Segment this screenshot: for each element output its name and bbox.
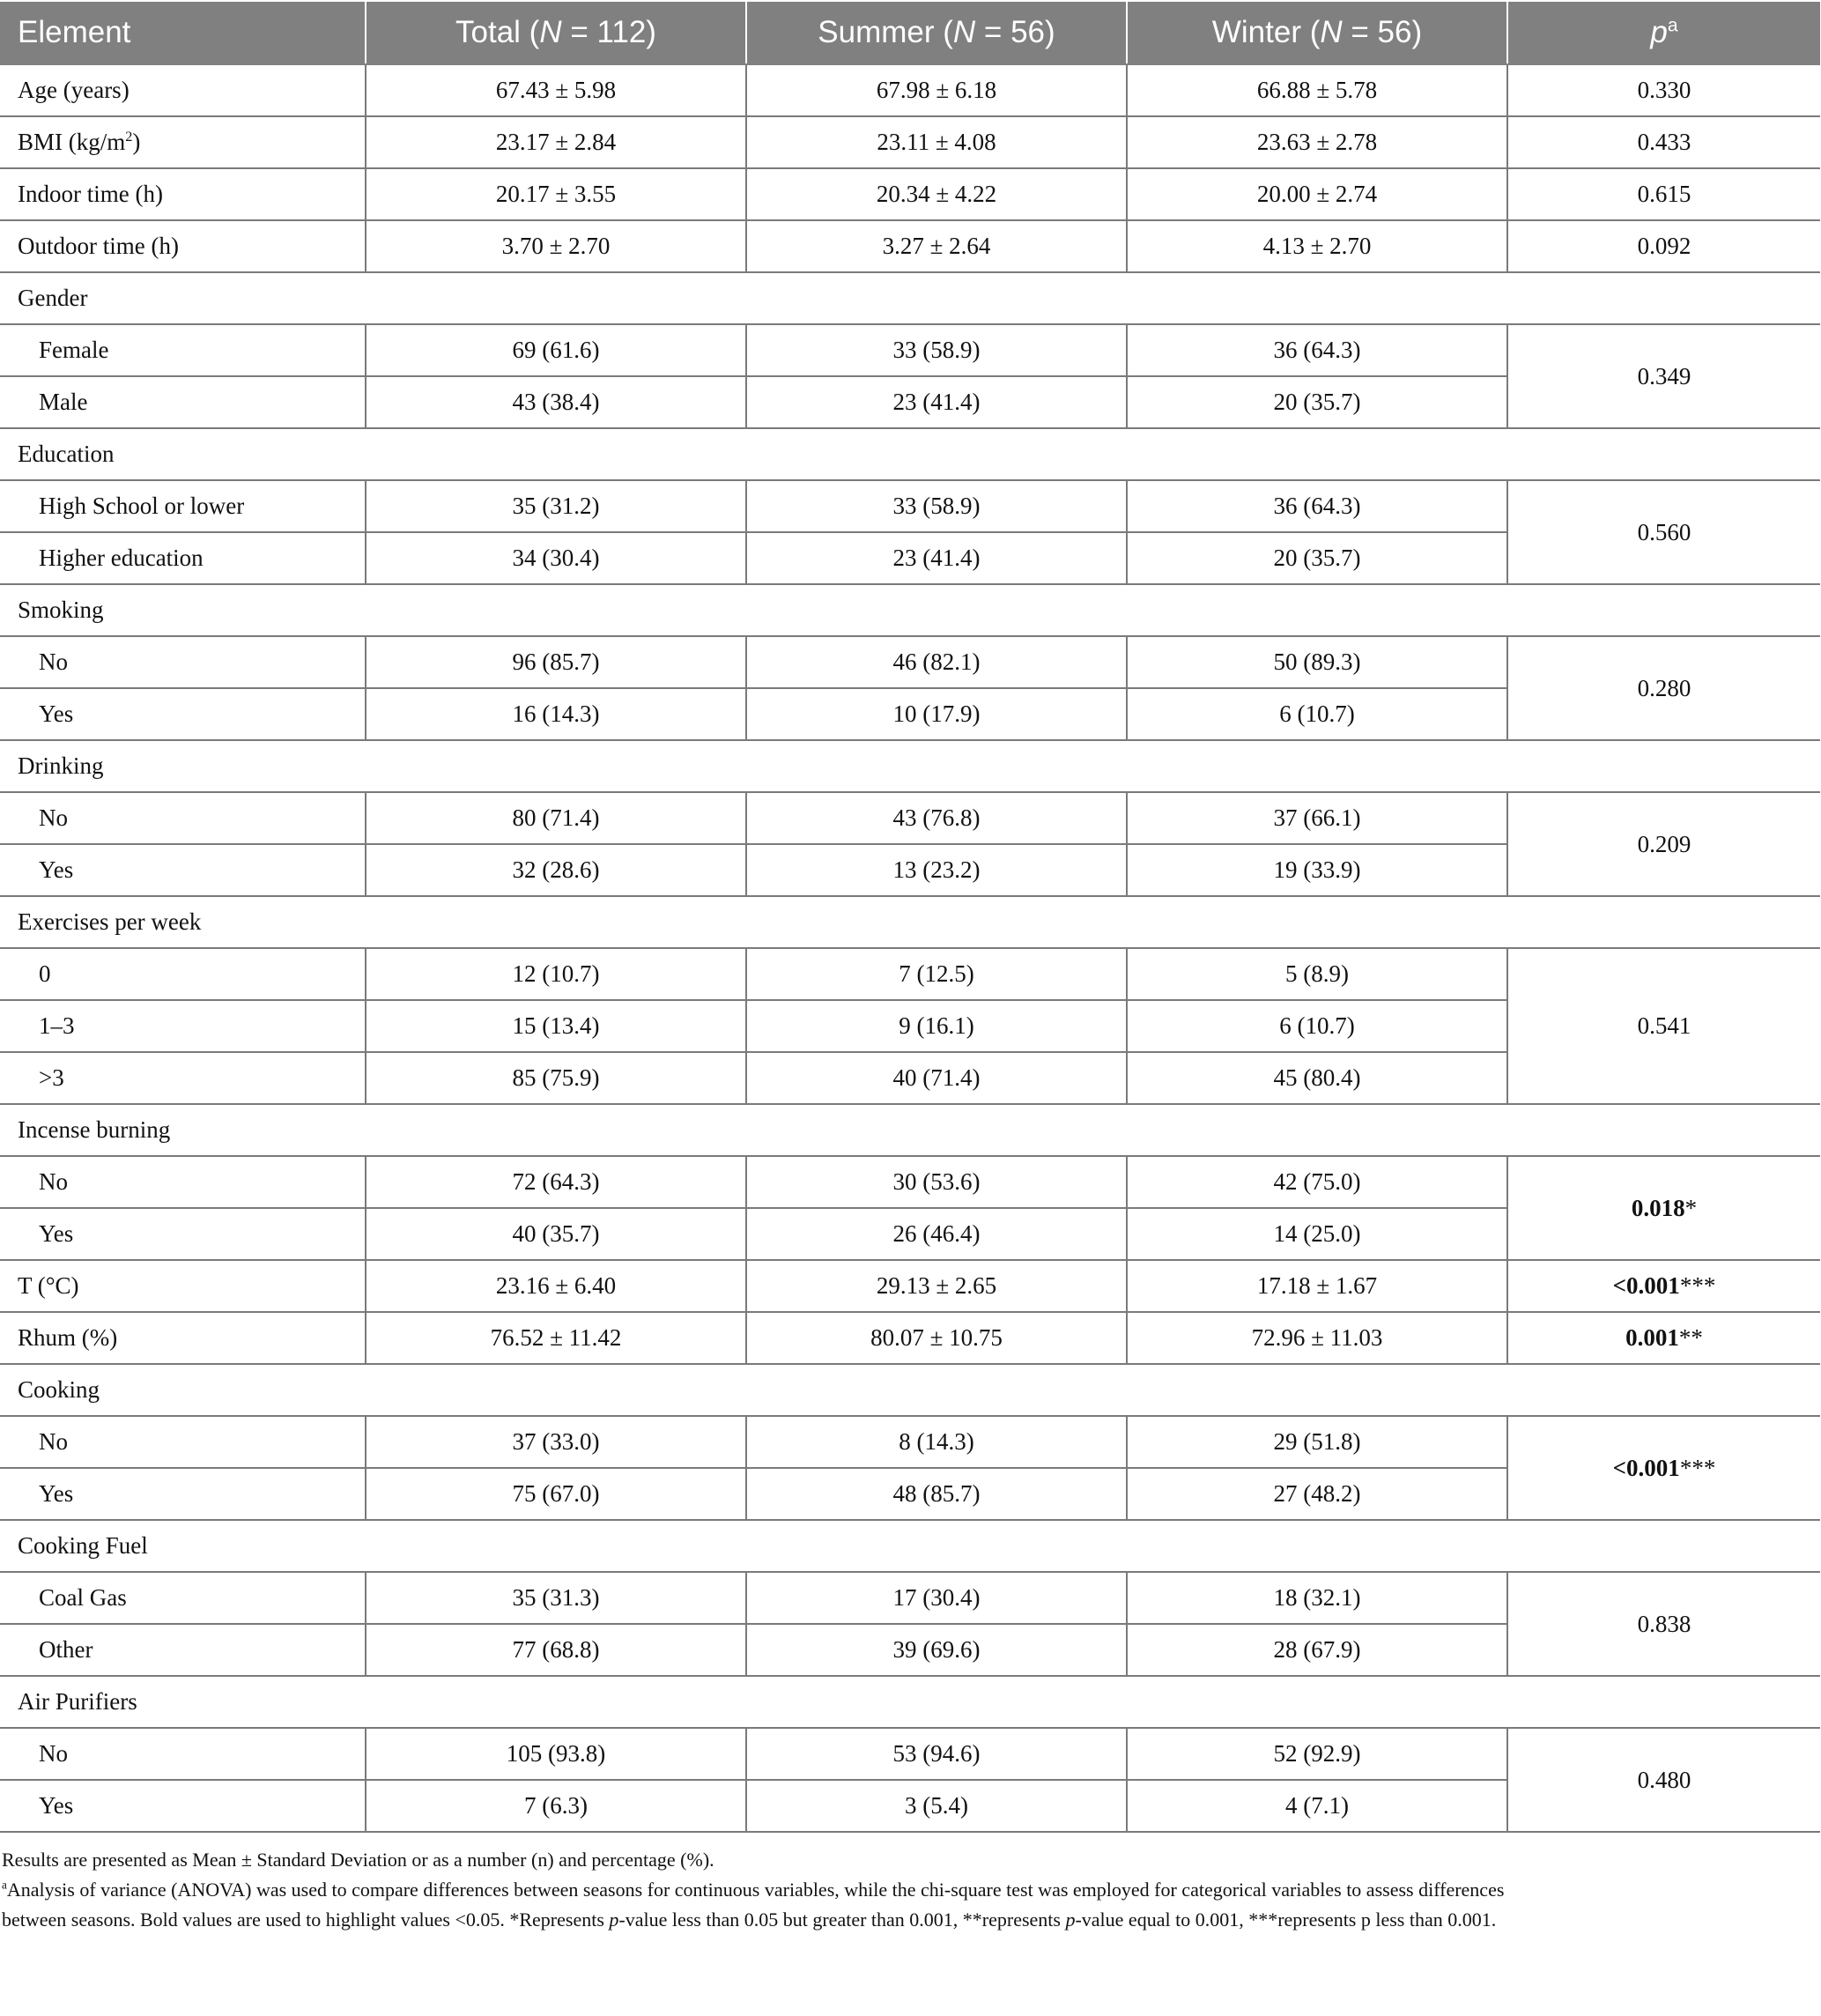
winter-cell: 72.96 ± 11.03: [1127, 1312, 1507, 1364]
p-value-cell: 0.330: [1507, 64, 1820, 116]
summer-cell: 80.07 ± 10.75: [746, 1312, 1127, 1364]
summer-cell: 33 (58.9): [746, 324, 1127, 376]
winter-cell: 23.63 ± 2.78: [1127, 116, 1507, 168]
table-row: [0, 1260, 1820, 1312]
row-label: No: [0, 1156, 366, 1208]
winter-cell: 6 (10.7): [1127, 688, 1507, 740]
p-value-cell: 0.280: [1507, 636, 1820, 740]
summer-cell: 23 (41.4): [746, 532, 1127, 584]
row-label: 0: [0, 948, 366, 1000]
group-row: [0, 1676, 1820, 1728]
summer-cell: 46 (82.1): [746, 636, 1127, 688]
summer-cell: 29.13 ± 2.65: [746, 1260, 1127, 1312]
p-value-cell: <0.001***: [1507, 1416, 1820, 1520]
winter-cell: 66.88 ± 5.78: [1127, 64, 1507, 116]
summer-cell: 7 (12.5): [746, 948, 1127, 1000]
winter-cell: 37 (66.1): [1127, 792, 1507, 844]
row-label: Age (years): [0, 64, 366, 116]
row-label: Female: [0, 324, 366, 376]
group-label: Gender: [0, 272, 1820, 324]
category-row: [0, 1572, 1820, 1624]
table-body: [0, 64, 1820, 1832]
total-cell: 35 (31.3): [366, 1572, 746, 1624]
group-label: Air Purifiers: [0, 1676, 1820, 1728]
header-row: [0, 1, 1820, 64]
row-label: Coal Gas: [0, 1572, 366, 1624]
group-row: [0, 1104, 1820, 1156]
winter-cell: 14 (25.0): [1127, 1208, 1507, 1260]
p-value-cell: 0.001**: [1507, 1312, 1820, 1364]
summer-cell: 10 (17.9): [746, 688, 1127, 740]
total-cell: 76.52 ± 11.42: [366, 1312, 746, 1364]
group-row: [0, 584, 1820, 636]
winter-cell: 5 (8.9): [1127, 948, 1507, 1000]
row-label: Male: [0, 376, 366, 428]
group-row: [0, 428, 1820, 480]
group-label: Cooking: [0, 1364, 1820, 1416]
total-cell: 67.43 ± 5.98: [366, 64, 746, 116]
table-header: [0, 1, 1820, 64]
row-label: T (°C): [0, 1260, 366, 1312]
summer-cell: 3 (5.4): [746, 1780, 1127, 1832]
total-cell: 20.17 ± 3.55: [366, 168, 746, 220]
row-label: Yes: [0, 844, 366, 896]
summer-cell: 53 (94.6): [746, 1728, 1127, 1780]
summer-cell: 23.11 ± 4.08: [746, 116, 1127, 168]
table-row: [0, 64, 1820, 116]
row-label: Indoor time (h): [0, 168, 366, 220]
winter-cell: 28 (67.9): [1127, 1624, 1507, 1676]
p-value-cell: 0.209: [1507, 792, 1820, 896]
summer-cell: 9 (16.1): [746, 1000, 1127, 1052]
winter-cell: 4 (7.1): [1127, 1780, 1507, 1832]
p-value-cell: 0.541: [1507, 948, 1820, 1104]
category-row: [0, 636, 1820, 688]
row-label: Other: [0, 1624, 366, 1676]
table-row: [0, 1312, 1820, 1364]
winter-cell: 27 (48.2): [1127, 1468, 1507, 1520]
category-row: [0, 1156, 1820, 1208]
footnote-results: Results are presented as Mean ± Standard Deviation or as a number (n) and percentage (%).: [2, 1849, 714, 1871]
p-value-cell: 0.615: [1507, 168, 1820, 220]
winter-cell: 19 (33.9): [1127, 844, 1507, 896]
row-label: Higher education: [0, 532, 366, 584]
footnote-analysis: $^a$Analysis of variance (ANOVA) was used to compare differences between seasons for continuous variables, while the chi-square test was employed for categorical variables to assess differences: [2, 1878, 1505, 1901]
row-label: >3: [0, 1052, 366, 1104]
group-row: [0, 896, 1820, 948]
row-label: Rhum (%): [0, 1312, 366, 1364]
category-row: [0, 1728, 1820, 1780]
total-cell: 34 (30.4): [366, 532, 746, 584]
total-cell: 7 (6.3): [366, 1780, 746, 1832]
winter-cell: 20 (35.7): [1127, 532, 1507, 584]
summer-cell: 20.34 ± 4.22: [746, 168, 1127, 220]
summer-cell: 33 (58.9): [746, 480, 1127, 532]
winter-cell: 42 (75.0): [1127, 1156, 1507, 1208]
header-summer: Summer (N = 56): [746, 1, 1127, 64]
row-label: Yes: [0, 1780, 366, 1832]
summer-cell: 67.98 ± 6.18: [746, 64, 1127, 116]
summer-cell: 39 (69.6): [746, 1624, 1127, 1676]
total-cell: 23.16 ± 6.40: [366, 1260, 746, 1312]
summer-cell: 26 (46.4): [746, 1208, 1127, 1260]
summer-cell: 8 (14.3): [746, 1416, 1127, 1468]
category-row: [0, 792, 1820, 844]
total-cell: 15 (13.4): [366, 1000, 746, 1052]
total-cell: 35 (31.2): [366, 480, 746, 532]
row-label: 1–3: [0, 1000, 366, 1052]
total-cell: 80 (71.4): [366, 792, 746, 844]
row-label: No: [0, 1728, 366, 1780]
winter-cell: 45 (80.4): [1127, 1052, 1507, 1104]
p-value-cell: 0.838: [1507, 1572, 1820, 1676]
table-row: [0, 168, 1820, 220]
group-label: Cooking Fuel: [0, 1520, 1820, 1572]
winter-cell: 29 (51.8): [1127, 1416, 1507, 1468]
summer-cell: 40 (71.4): [746, 1052, 1127, 1104]
row-label: No: [0, 1416, 366, 1468]
p-value-cell: 0.560: [1507, 480, 1820, 584]
category-row: [0, 1416, 1820, 1468]
header-total: Total (N = 112): [366, 1, 746, 64]
summer-cell: 48 (85.7): [746, 1468, 1127, 1520]
total-cell: 43 (38.4): [366, 376, 746, 428]
total-cell: 105 (93.8): [366, 1728, 746, 1780]
winter-cell: 6 (10.7): [1127, 1000, 1507, 1052]
table-row: [0, 116, 1820, 168]
row-label: Outdoor time (h): [0, 220, 366, 272]
total-cell: 72 (64.3): [366, 1156, 746, 1208]
group-label: Drinking: [0, 740, 1820, 792]
row-label: Yes: [0, 688, 366, 740]
total-cell: 69 (61.6): [366, 324, 746, 376]
header-p-value: $p^a$: [1507, 1, 1820, 64]
table-row: [0, 220, 1820, 272]
p-value-cell: 0.433: [1507, 116, 1820, 168]
header-winter: Winter (N = 56): [1127, 1, 1507, 64]
summer-cell: 17 (30.4): [746, 1572, 1127, 1624]
summer-cell: 30 (53.6): [746, 1156, 1127, 1208]
summer-cell: 43 (76.8): [746, 792, 1127, 844]
total-cell: 12 (10.7): [366, 948, 746, 1000]
group-label: Incense burning: [0, 1104, 1820, 1156]
summer-cell: 3.27 ± 2.64: [746, 220, 1127, 272]
winter-cell: 20.00 ± 2.74: [1127, 168, 1507, 220]
p-value-cell: 0.349: [1507, 324, 1820, 428]
category-row: [0, 948, 1820, 1000]
category-row: [0, 324, 1820, 376]
total-cell: 77 (68.8): [366, 1624, 746, 1676]
total-cell: 16 (14.3): [366, 688, 746, 740]
winter-cell: 20 (35.7): [1127, 376, 1507, 428]
category-row: [0, 480, 1820, 532]
group-label: Education: [0, 428, 1820, 480]
row-label: No: [0, 792, 366, 844]
p-value-cell: 0.092: [1507, 220, 1820, 272]
winter-cell: 52 (92.9): [1127, 1728, 1507, 1780]
group-label: Exercises per week: [0, 896, 1820, 948]
row-label: Yes: [0, 1468, 366, 1520]
total-cell: 75 (67.0): [366, 1468, 746, 1520]
total-cell: 37 (33.0): [366, 1416, 746, 1468]
winter-cell: 4.13 ± 2.70: [1127, 220, 1507, 272]
total-cell: 23.17 ± 2.84: [366, 116, 746, 168]
total-cell: 96 (85.7): [366, 636, 746, 688]
summer-cell: 13 (23.2): [746, 844, 1127, 896]
winter-cell: 50 (89.3): [1127, 636, 1507, 688]
group-row: [0, 1364, 1820, 1416]
p-value-cell: 0.018*: [1507, 1156, 1820, 1260]
row-label: No: [0, 636, 366, 688]
winter-cell: 18 (32.1): [1127, 1572, 1507, 1624]
winter-cell: 36 (64.3): [1127, 324, 1507, 376]
group-row: [0, 1520, 1820, 1572]
row-label: BMI $(kg/m^2)$: [0, 116, 366, 168]
group-row: [0, 272, 1820, 324]
p-value-cell: <0.001***: [1507, 1260, 1820, 1312]
total-cell: 32 (28.6): [366, 844, 746, 896]
total-cell: 85 (75.9): [366, 1052, 746, 1104]
winter-cell: 17.18 ± 1.67: [1127, 1260, 1507, 1312]
group-row: [0, 740, 1820, 792]
row-label: High School or lower: [0, 480, 366, 532]
group-label: Smoking: [0, 584, 1820, 636]
summer-cell: 23 (41.4): [746, 376, 1127, 428]
header-element: Element: [0, 1, 366, 64]
row-label: Yes: [0, 1208, 366, 1260]
total-cell: 3.70 ± 2.70: [366, 220, 746, 272]
winter-cell: 36 (64.3): [1127, 480, 1507, 532]
footnote-significance: between seasons. Bold values are used to highlight values <0.05. *Represents p-value less than 0.05 but greater than 0.001, **represents p-value equal to 0.001, ***represents p less than 0.001.: [2, 1909, 1497, 1931]
p-value-cell: 0.480: [1507, 1728, 1820, 1832]
total-cell: 40 (35.7): [366, 1208, 746, 1260]
